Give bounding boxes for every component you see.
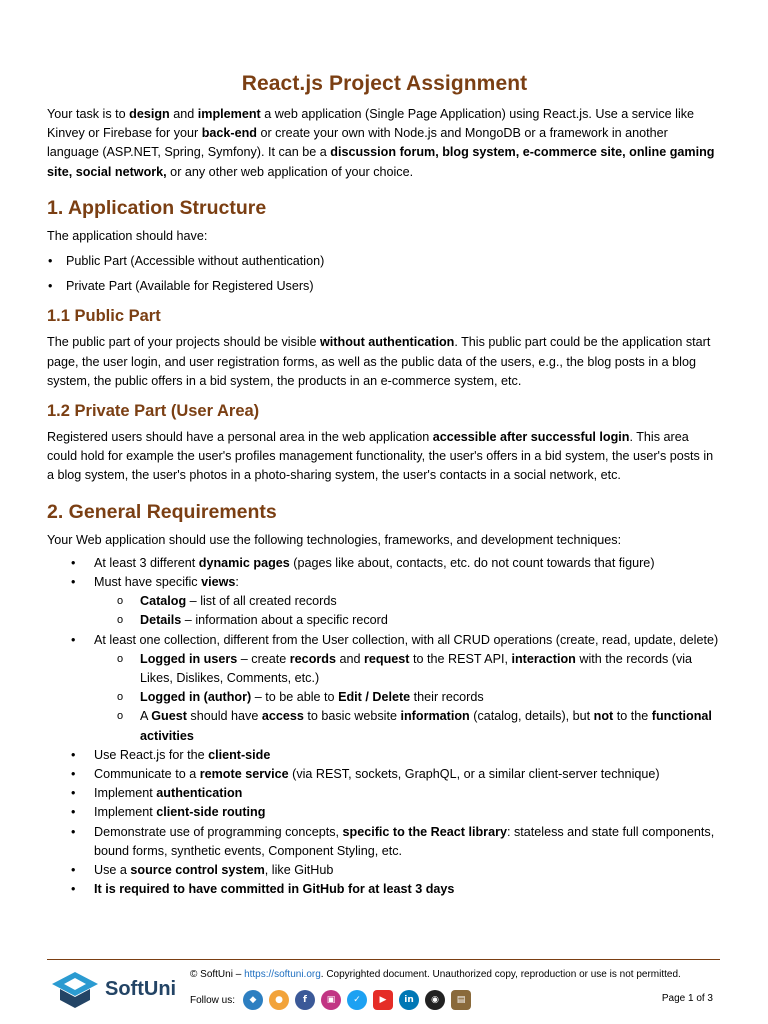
list-item: • Communicate to a remote service (via REST, sockets, GraphQL, or a similar client-server technique) — [47, 765, 722, 784]
structure-list — [47, 252, 722, 296]
document-title: React.js Project Assignment — [241, 72, 528, 95]
facebook-icon[interactable]: f — [295, 990, 315, 1010]
list-item: • Public Part (Accessible without authentication) — [47, 252, 722, 271]
section-heading-general-requirements: 2. General Requirements — [47, 500, 277, 523]
section-heading-application-structure: 1. Application Structure — [47, 196, 267, 219]
list-item: o Details – information about a specific record — [47, 611, 722, 630]
intro-paragraph: Your task is to design and implement a web application (Single Page Application) using React.js. Use a service like Kinvey or Firebase for your back-end or create your own with Node.js and MongoDB or a framework in another language (ASP.NET, Spring, Symfony). It can be a discussion forum, blog system, e-commerce site, online gaming site, social network, or any other web application of your choice. — [47, 107, 715, 179]
graduation-cap-icon — [50, 970, 100, 1010]
requirements-lead: Your Web application should use the following technologies, frameworks, and development techniques: — [47, 532, 622, 547]
copyright-notice: © SoftUni – https://softuni.org. Copyrighted document. Unauthorized copy, reproduction or use is not permitted. — [190, 969, 681, 980]
page-number: Page 1 of 3 — [661, 993, 713, 1004]
list-item: • Implement client-side routing — [47, 803, 722, 822]
follow-label: Follow us: — [190, 994, 236, 1006]
follow-us — [190, 990, 477, 1010]
twitter-icon[interactable]: ✓ — [347, 990, 367, 1010]
list-item: • At least 3 different dynamic pages (pages like about, contacts, etc. do not count towards that figure) — [47, 554, 722, 573]
softuni-link[interactable]: https://softuni.org — [244, 969, 321, 980]
subsection-heading-private-part: 1.2 Private Part (User Area) — [47, 402, 260, 421]
logo-text: SoftUni — [105, 978, 177, 1000]
list-item: • It is required to have committed in GitHub for at least 3 days — [47, 880, 722, 899]
list-item: • Use React.js for the client-side — [47, 746, 722, 765]
nested-list-wrapper — [47, 650, 722, 746]
crud-sublist — [47, 650, 722, 746]
youtube-icon[interactable]: ▶ — [373, 990, 393, 1010]
private-part-paragraph: Registered users should have a personal area in the web application accessible after successful login. This area could hold for example the user's profiles management functionality, the user's offers in a bid system, the user's posts in a blog system, the user's photos in a photo-sharing system, the user's contacts in a social network, etc. — [47, 430, 714, 483]
softuni-creative-icon[interactable]: ● — [269, 990, 289, 1010]
structure-lead: The application should have: — [47, 228, 208, 243]
views-sublist — [47, 592, 722, 630]
softuni-logo[interactable] — [50, 970, 175, 1010]
linkedin-icon[interactable]: in — [399, 990, 419, 1010]
subsection-heading-public-part: 1.1 Public Part — [47, 307, 161, 326]
nested-list-wrapper — [47, 592, 722, 630]
softuni-blog-icon[interactable]: ▤ — [451, 990, 471, 1010]
list-item: o A Guest should have access to basic website information (catalog, details), but not to the functional activities — [47, 707, 722, 745]
list-item: o Logged in (author) – to be able to Edit / Delete their records — [47, 688, 722, 707]
public-part-paragraph: The public part of your projects should be visible without authentication. This public part could be the application start page, the user login, and user registration forms, as well as the public data of the users, e.g., the blog posts in a blog system, the public offers in a bid system, the products in an e-commerce system, etc. — [47, 335, 711, 388]
list-item: • Demonstrate use of programming concepts, specific to the React library: stateless and state full components, bound forms, synthetic events, Component Styling, etc. — [47, 823, 722, 861]
list-item: • Must have specific views: — [47, 573, 722, 592]
list-item: • Implement authentication — [47, 784, 722, 803]
requirements-list — [47, 554, 722, 900]
document-body — [47, 72, 722, 900]
social-icons — [243, 990, 477, 1010]
instagram-icon[interactable]: ▣ — [321, 990, 341, 1010]
list-item: o Catalog – list of all created records — [47, 592, 722, 611]
list-item: • At least one collection, different from the User collection, with all CRUD operations (create, read, update, delete) — [47, 631, 722, 650]
github-icon[interactable]: ◉ — [425, 990, 445, 1010]
list-item: • Use a source control system, like GitHub — [47, 861, 722, 880]
list-item: o Logged in users – create records and request to the REST API, interaction with the records (via Likes, Dislikes, Comments, etc.) — [47, 650, 722, 688]
footer-divider — [47, 959, 720, 960]
list-item: • Private Part (Available for Registered Users) — [47, 277, 722, 296]
softuni-cap-icon[interactable]: ◆ — [243, 990, 263, 1010]
